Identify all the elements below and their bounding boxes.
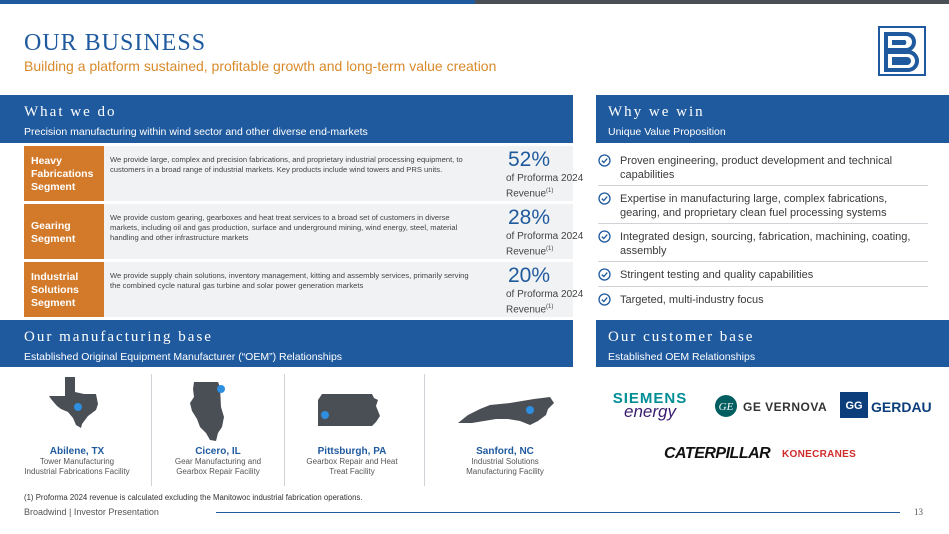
gerdau-logo: GERDAU xyxy=(871,399,932,415)
svg-text:GG: GG xyxy=(845,400,863,412)
segment-percent: 20% xyxy=(508,264,551,287)
site-location: Sanford, NC xyxy=(476,446,534,457)
segment-label: Industrial Solutions Segment xyxy=(24,262,104,317)
site-location: Pittsburgh, PA xyxy=(317,446,387,457)
segment-revenue-label: of Proforma 2024 Revenue$^{(1)}$ xyxy=(506,289,584,316)
what-we-do-subheading: Precision manufacturing within wind sector and other diverse end-markets xyxy=(24,126,368,138)
value-item xyxy=(598,230,928,258)
segment-label: Heavy Fabrications Segment xyxy=(24,146,104,201)
value-item xyxy=(598,154,928,182)
segment-description: We provide custom gearing, gearboxes and heat treat services to a broad set of customers in diverse markets, including oil and gas production, surface and underground mining, wind energy, steel, material handling and other infrastructure markets xyxy=(110,213,458,242)
customer-base-subheading: Established OEM Relationships xyxy=(608,351,756,363)
page-title: OUR BUSINESS xyxy=(24,30,207,56)
footnote: (1) Proforma 2024 revenue is calculated excluding the Manitowoc industrial fabrication operations. xyxy=(24,493,363,502)
north-carolina-map-icon xyxy=(454,395,556,429)
divider xyxy=(598,261,928,262)
segment-heavy-fabrications xyxy=(24,146,584,201)
check-circle-icon xyxy=(598,230,611,243)
why-we-win-heading: Why we win xyxy=(608,104,705,120)
check-circle-icon xyxy=(598,192,611,205)
segment-percent: 52% xyxy=(508,148,551,171)
what-we-do-heading: What we do xyxy=(24,104,117,120)
check-circle-icon xyxy=(598,268,611,281)
manufacturing-base-subheading: Established Original Equipment Manufacturer (“OEM”) Relationships xyxy=(24,351,343,363)
divider xyxy=(598,185,928,186)
divider xyxy=(284,374,285,486)
segment-revenue-label: of Proforma 2024 Revenue$^{(1)}$ xyxy=(506,231,584,258)
divider xyxy=(598,223,928,224)
top-accent-bar xyxy=(0,0,949,4)
site-description: Tower Manufacturing Industrial Fabrications Facility xyxy=(24,457,130,476)
divider xyxy=(151,374,152,486)
site-abilene xyxy=(24,446,130,477)
site-description: Gear Manufacturing and Gearbox Repair Facility xyxy=(174,457,262,476)
ge-vernova-logo: GE VERNOVA xyxy=(743,400,828,414)
illinois-map-icon xyxy=(188,381,234,443)
manufacturing-base-heading: Our manufacturing base xyxy=(24,329,213,345)
divider xyxy=(424,374,425,486)
texas-map-icon xyxy=(48,376,108,428)
segment-revenue-label: of Proforma 2024 Revenue$^{(1)}$ xyxy=(506,173,584,200)
value-item-text: Stringent testing and quality capabilities xyxy=(620,269,814,281)
segment-industrial-solutions xyxy=(24,262,584,317)
site-sanford xyxy=(446,446,564,477)
why-we-win-subheading: Unique Value Proposition xyxy=(608,126,726,138)
segment-description: We provide supply chain solutions, inventory management, kitting and assembly services, primarily serving the combined cycle natural gas turbine and solar power generation markets xyxy=(110,271,469,290)
what-we-do-header xyxy=(0,95,573,143)
check-circle-icon xyxy=(598,293,611,306)
divider xyxy=(598,286,928,287)
siemens-energy-logo: SIEMENS energy xyxy=(612,390,688,421)
value-item xyxy=(598,293,928,307)
segment-description: We provide large, complex and precision fabrications, and proprietary industrial processing equipment, to customers in a broad range of industrial markets. Key products include wind towers and PRS units. xyxy=(110,155,463,174)
svg-text:GE: GE xyxy=(718,401,734,413)
footer-brand: Broadwind | Investor Presentation xyxy=(24,507,159,517)
value-item xyxy=(598,192,928,220)
check-circle-icon xyxy=(598,154,611,167)
value-item-text: Integrated design, sourcing, fabrication, machining, coating, assembly xyxy=(620,231,911,257)
broadwind-logo-icon xyxy=(878,26,926,76)
segment-label: Gearing Segment xyxy=(24,204,104,259)
site-cicero xyxy=(168,446,268,477)
site-location: Abilene, TX xyxy=(49,446,105,457)
footer-line xyxy=(216,512,900,513)
segment-percent: 28% xyxy=(508,206,551,229)
value-item-text: Targeted, multi-industry focus xyxy=(620,294,764,306)
why-we-win-header xyxy=(596,95,949,143)
value-item-text: Proven engineering, product development and technical capabilities xyxy=(620,155,893,181)
manufacturing-base-header xyxy=(0,320,573,367)
segment-gearing xyxy=(24,204,584,259)
customer-base-heading: Our customer base xyxy=(608,329,755,345)
site-location: Cicero, IL xyxy=(195,446,241,457)
customer-base-header xyxy=(596,320,949,367)
value-item-text: Expertise in manufacturing large, complex fabrications, gearing, and proprietary clean fuel processing systems xyxy=(620,193,888,219)
page-number: 13 xyxy=(914,507,923,517)
ge-monogram-icon xyxy=(714,394,738,418)
value-item xyxy=(598,268,928,282)
konecranes-logo: KONECRANES xyxy=(782,449,857,460)
site-pittsburgh xyxy=(298,446,406,477)
gerdau-mark-icon xyxy=(840,392,868,418)
pennsylvania-map-icon xyxy=(316,392,382,432)
site-description: Industrial Solutions Manufacturing Facility xyxy=(466,457,544,476)
page-subtitle: Building a platform sustained, profitable growth and long-term value creation xyxy=(24,58,497,74)
site-description: Gearbox Repair and Heat Treat Facility xyxy=(306,457,398,476)
caterpillar-logo: CATERPILLAR xyxy=(664,445,771,462)
